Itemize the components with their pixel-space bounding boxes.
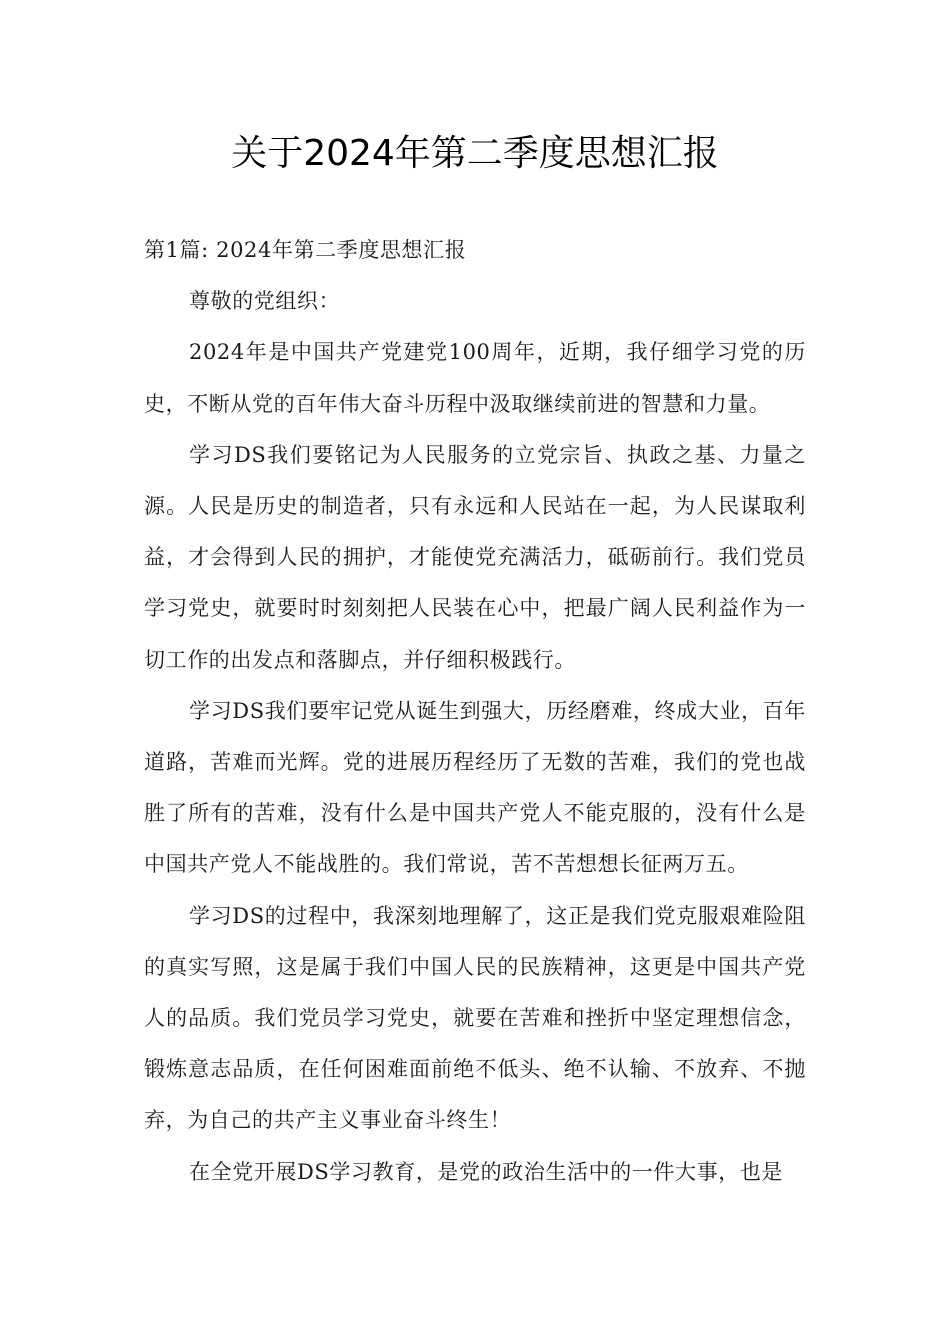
document-title: 关于2024年第二季度思想汇报 — [231, 133, 719, 174]
salutation: 尊敬的党组织： — [189, 289, 341, 314]
paragraph: 学习DS我们要铭记为人民服务的立党宗旨、执政之基、力量之源。人民是历史的制造者，只有永远和人民站在一起，为人民谋取利益，才会得到人民的拥护，才能使党充满活力，砥砺前行。我们党员学习党史，就要时时刻刻把人民装在心中，把最广阔人民利益作为一切工作的出发点和落脚点，并仔细积极践行。 — [144, 442, 806, 672]
paragraph: 在全党开展DS学习教育，是党的政治生活中的一件大事，也是 — [189, 1159, 784, 1184]
paragraph: 学习DS我们要牢记党从诞生到强大，历经磨难，终成大业，百年道路，苦难而光辉。党的进展历程经历了无数的苦难，我们的党也战胜了所有的苦难，没有什么是中国共产党人不能克服的，没有什么是中国共产党人不能战胜的。我们常说，苦不苦想想长征两万五。 — [144, 698, 806, 877]
paragraph: 学习DS的过程中，我深刻地理解了，这正是我们党克服艰难险阻的真实写照，这是属于我们中国人民的民族精神，这更是中国共产党人的品质。我们党员学习党史，就要在苦难和挫折中坚定理想信念，锻炼意志品质，在任何困难面前绝不低头、绝不认输、不放弃、不抛弃，为自己的共产主义事业奋斗终生！ — [144, 903, 806, 1133]
paragraph: 2024年是中国共产党建党100周年，近期，我仔细学习党的历史，不断从党的百年伟大奋斗历程中汲取继续前进的智慧和力量。 — [144, 340, 806, 416]
section-heading: 第1篇: 2024年第二季度思想汇报 — [144, 238, 467, 262]
document-body — [144, 225, 806, 1198]
